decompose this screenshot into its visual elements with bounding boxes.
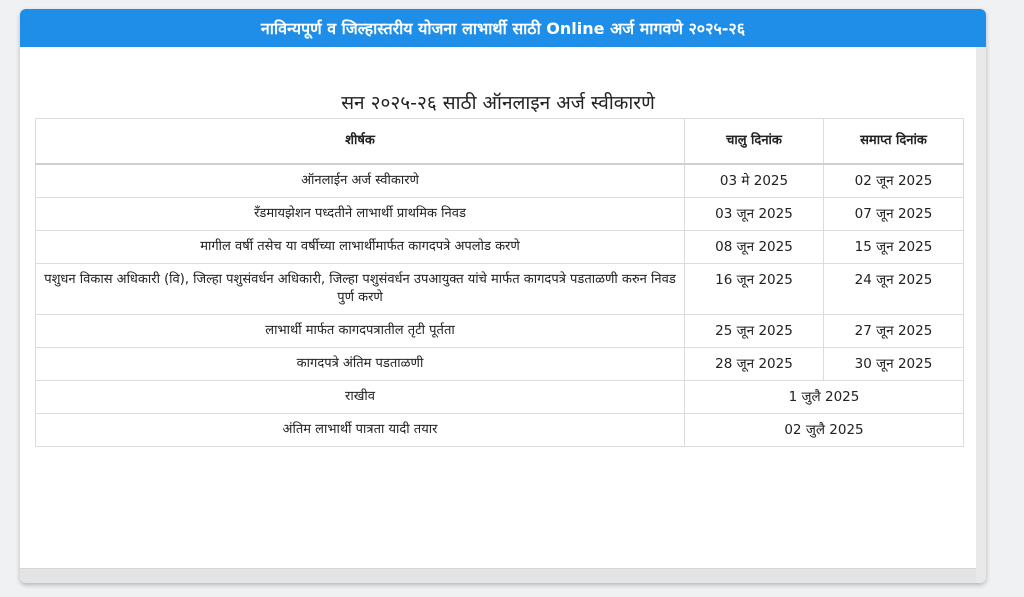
row-title: अंतिम लाभार्थी पात्रता यादी तयार xyxy=(36,414,685,447)
table-row xyxy=(36,315,964,348)
card-header xyxy=(20,9,986,47)
row-date: 1 जुलै 2025 xyxy=(685,381,964,414)
row-end-date: 30 जून 2025 xyxy=(824,348,964,381)
row-start-date: 03 जून 2025 xyxy=(685,198,824,231)
row-end-date: 24 जून 2025 xyxy=(824,264,964,315)
header-title-column: शीर्षक xyxy=(36,119,685,165)
table-row xyxy=(36,231,964,264)
header-end-date-column: समाप्त दिनांक xyxy=(824,119,964,165)
row-title: रॅंडमायझेशन पध्दतीने लाभार्थी प्राथमिक निवड xyxy=(36,198,685,231)
schedule-card xyxy=(20,9,986,583)
row-start-date: 08 जून 2025 xyxy=(685,231,824,264)
row-start-date: 16 जून 2025 xyxy=(685,264,824,315)
header-start-date-column: चालु दिनांक xyxy=(685,119,824,165)
row-title: मागील वर्षी तसेच या वर्षीच्या लाभार्थीमार्फत कागदपत्रे अपलोड करणे xyxy=(36,231,685,264)
row-start-date: 03 मे 2025 xyxy=(685,164,824,198)
vertical-scrollbar[interactable] xyxy=(976,47,986,583)
row-end-date: 15 जून 2025 xyxy=(824,231,964,264)
row-end-date: 02 जून 2025 xyxy=(824,164,964,198)
header-title: नाविन्यपूर्ण व जिल्हास्तरीय योजना लाभार्थी साठी Online अर्ज मागवणे २०२५-२६ xyxy=(260,19,746,38)
table-row xyxy=(36,348,964,381)
row-title: कागदपत्रे अंतिम पडताळणी xyxy=(36,348,685,381)
table-row xyxy=(36,414,964,447)
card-body xyxy=(20,47,976,578)
row-end-date: 27 जून 2025 xyxy=(824,315,964,348)
table-row xyxy=(36,264,964,315)
row-end-date: 07 जून 2025 xyxy=(824,198,964,231)
row-start-date: 28 जून 2025 xyxy=(685,348,824,381)
row-date: 02 जुलै 2025 xyxy=(685,414,964,447)
row-start-date: 25 जून 2025 xyxy=(685,315,824,348)
row-title: राखीव xyxy=(36,381,685,414)
row-title: पशुधन विकास अधिकारी (वि), जिल्हा पशुसंवर्धन अधिकारी, जिल्हा पशुसंवर्धन उपआयुक्त यांचे मार्फत कागदपत्रे पडताळणी करुन निवड पुर्ण करणे xyxy=(36,264,685,315)
schedule-table xyxy=(35,118,964,447)
row-title: लाभार्थी मार्फत कागदपत्रातील तृटी पूर्तता xyxy=(36,315,685,348)
table-row xyxy=(36,198,964,231)
table-row xyxy=(36,381,964,414)
table-row xyxy=(36,164,964,198)
row-title: ऑनलाईन अर्ज स्वीकारणे xyxy=(36,164,685,198)
horizontal-scrollbar[interactable] xyxy=(20,568,976,583)
section-title: सन २०२५-२६ साठी ऑनलाइन अर्ज स्वीकारणे xyxy=(341,92,655,114)
table-header-row xyxy=(36,119,964,165)
